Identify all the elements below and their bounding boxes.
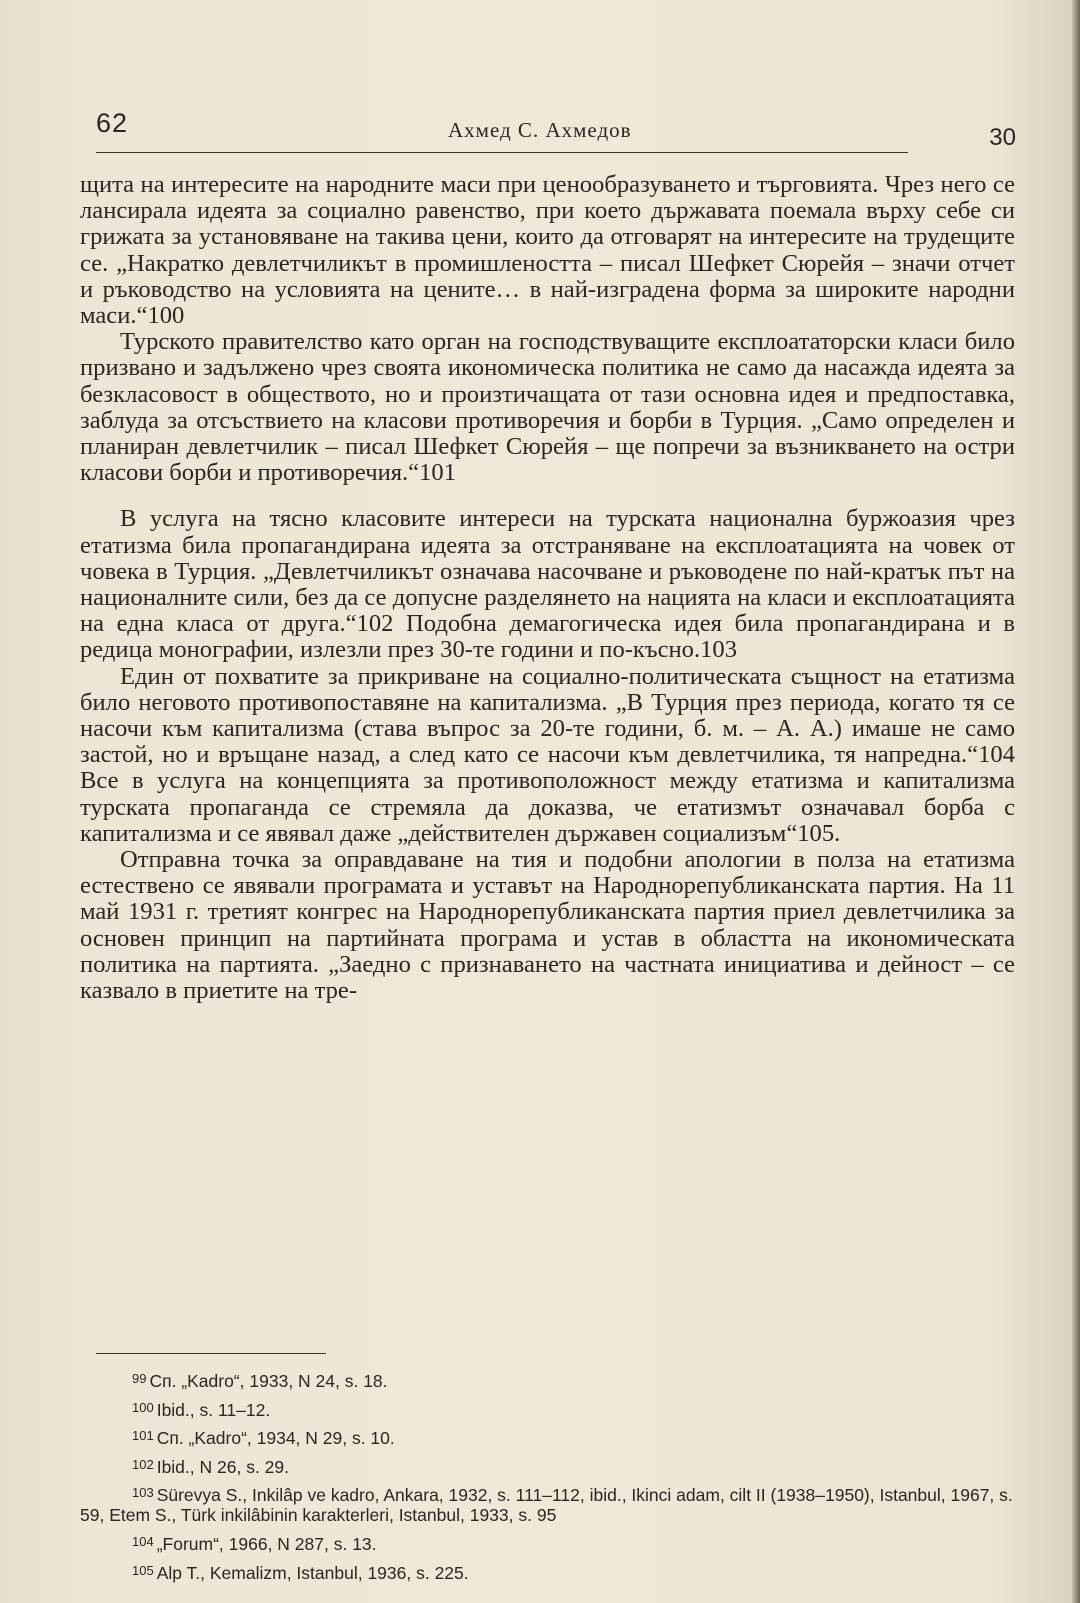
header-rule [96,152,908,153]
paragraph-2: Турското правителство като орган на господствуващите експлоататорски класи било призвано и задължено чрез своята икономическа политика не само да насажда идеята за безкласовост в обществото, но и произтичащата от тази основна идея и предпоставка, заблуда за отсъствието на класови противоречия и борби в Турция. „Само определен и планиран девлетчилик – писал Шефкет Сюрейя – ще попречи за възникването на остри класови борби и противоречия.“101 [80,328,1015,487]
footnote-102 [80,1452,1015,1481]
footnote-text: Alp T., Kemalizm, Istanbul, 1936, s. 225. [156,1562,469,1583]
footnote-text: Sürevya S., Inkilâp ve kadro, Ankara, 1932, s. 111–112, ibid., Ikinci adam, cilt II (1938–1950), Istanbul, 1967, s. 59, Etem S., Türk inkilâbinin karakterleri, Istanbul, 1933, s. 95 [80,1485,1013,1525]
footnote-text: Сп. „Kadro“, 1933, N 24, s. 18. [149,1371,388,1391]
footnote-number: 99 [132,1371,147,1386]
footnote-text: Ibid., s. 11–12. [156,1399,271,1420]
running-header-author: Ахмед С. Ахмедов [448,118,632,142]
footnote-number: 104 [132,1534,154,1549]
running-header [96,108,1016,158]
corner-mark: 30 [989,124,1016,151]
footnote-number: 101 [132,1428,154,1443]
footnote-101 [80,1423,1015,1452]
footnote-100 [80,1395,1015,1424]
paragraph-1: щита на интересите на народните маси при ценообразуването и търговията. Чрез него се лансирала идеята за социално равенство, при което държавата поемала върху себе си грижата за установяване на такива цени, които да отговарят на интересите на трудещите се. „Накратко девлетчиликът в промишлеността – писал Шефкет Сюрейя – значи отчет и ръководство на условията на цените… в най-изградена форма за широките народни маси.“100 [80,171,1015,330]
footnote-rule [96,1353,326,1354]
footnote-text: Сп. „Kadro“, 1934, N 29, s. 10. [156,1428,395,1448]
footnote-text: „Forum“, 1966, N 287, s. 13. [156,1534,377,1554]
footnote-text: Ibid., N 26, s. 29. [156,1456,289,1477]
footnote-number: 105 [132,1562,154,1578]
paragraph-4: Един от похватите за прикриване на социално-политическата същност на етатизма било неговото противопоставяне на капитализма. „В Турция през периода, когато тя се насочи към капитализма (става въпрос за 20-те години, б. м. – А. А.) имаше не само застой, но и връщане назад, а след като се насочи към девлетчилика, тя напредна.“104 Все в услуга на концепцията за противоположност между етатизма и капитализма турската пропаганда се стремяла да доказва, че етатизмът означавал борба с капитализма и се явявал даже „действителен държавен социализъм“105. [80,662,1015,847]
footnote-105 [80,1558,1015,1587]
paragraph-3: В услуга на тясно класовите интереси на турската национална буржоазия чрез етатизма била пропагандирана идеята за отстраняване на експлоатацията на човек от човека в Турция. „Девлетчиликът означава насочване и ръководене по най-кратък път на националните сили, без да се допусне разделянето на нацията на класи и експлоатацията на една класа от друга.“102 Подобна демагогическа идея била пропагандирана и в редица монографии, излезли през 30-те години и по-късно.103 [80,505,1015,664]
footnote-104 [80,1529,1015,1558]
footnote-103 [80,1483,1015,1525]
footnote-number: 103 [132,1485,154,1500]
footnote-number: 102 [132,1456,154,1472]
footnotes [80,1366,1015,1586]
page-number: 62 [96,108,129,138]
footnote-number: 100 [132,1399,154,1415]
footnote-99 [80,1366,1015,1395]
main-text [80,172,1015,1004]
paragraph-5: Отправна точка за оправдаване на тия и подобни апологии в полза на етатизма естествено се явявали програмата и уставът на Народнорепубликанската партия. На 11 май 1931 г. третият конгрес на Народнорепубликанската партия приел девлетчилика за основен принцип на партийната програма и устав в областта на икономическата политика на партията. „Заедно с признаването на частната инициатива и дейност – се казвало в приетите на тре- [80,846,1015,1005]
page-edge-shadow [1072,0,1080,1603]
